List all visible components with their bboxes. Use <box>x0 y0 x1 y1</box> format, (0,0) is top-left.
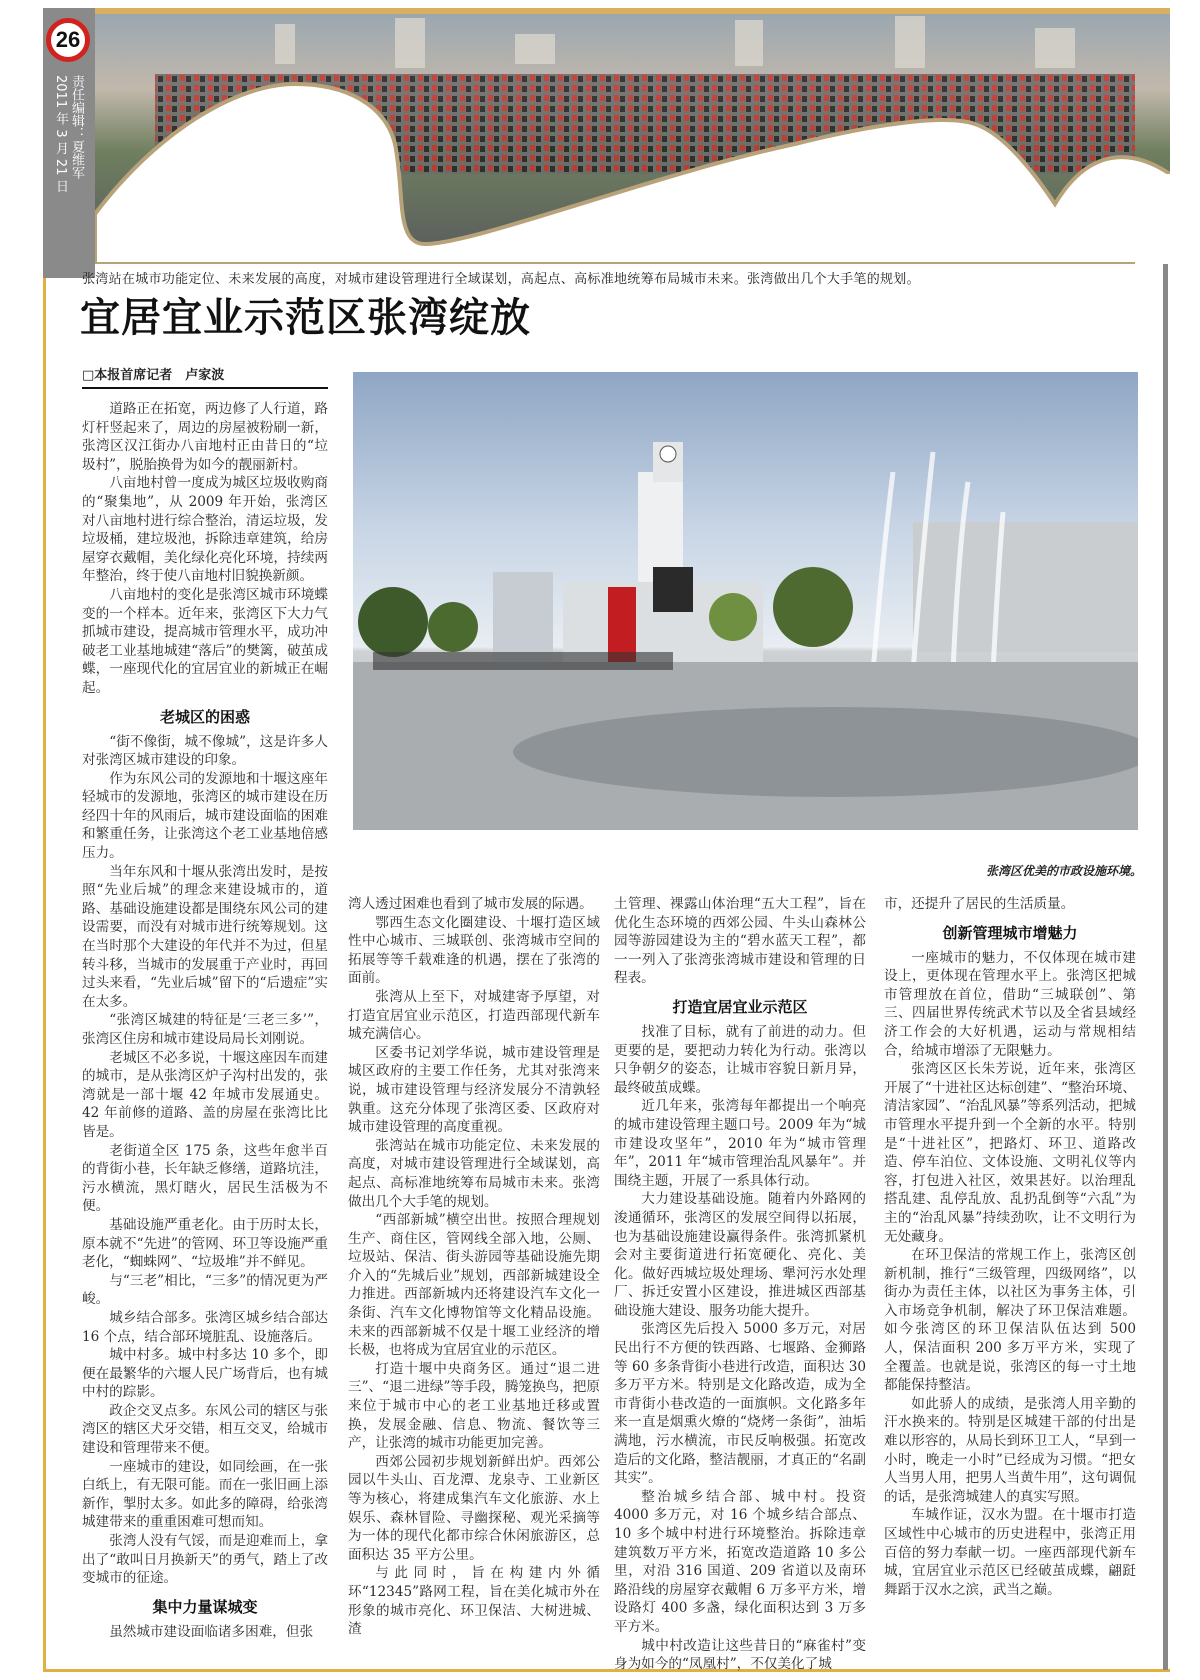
paragraph: 虽然城市建设面临诸多困难，但张 <box>109 1623 314 1640</box>
paragraph: 道路正在拓宽，两边修了人行道，路灯杆竖起来了，周边的房屋被粉刷一新，张湾区汉江街办八亩地村正由昔日的“垃圾村”，脱胎换骨为如今的靓丽新村。 <box>82 401 328 473</box>
article-deck: 张湾站在城市功能定位、未来发展的高度，对城市建设管理进行全域谋划，高起点、高标准地统筹布局城市未来。张湾做出几个大手笔的规划。 <box>82 272 920 287</box>
paragraph: 张湾人没有气馁，而是迎难而上，拿出了“敢叫日月换新天”的勇气，踏上了改变城市的征途。 <box>82 1533 328 1587</box>
paragraph: “张湾区城建的特征是‘三老三多’”，张湾区住房和城市建设局局长刘刚说。 <box>82 1012 328 1047</box>
issue-date: 2011 年 3 月 21 日 <box>53 75 68 193</box>
paragraph: 近几年来，张湾每年都提出一个响亮的城市建设管理主题口号。2009 年为“城市建设攻坚年”，2010 年为“城市管理年”，2011 年“城市管理治乱风暴年”。并围绕主题，开展了一系具体行动。 <box>614 1098 866 1189</box>
paragraph: 张湾站在城市功能定位、未来发展的高度，对城市建设管理进行全域谋划，高起点、高标准地统筹布局城市未来。张湾做出几个大手笔的规划。 <box>348 1137 600 1210</box>
paragraph: 车城作证，汉水为盟。在十堰市打造区域性中心城市的历史进程中，张湾正用百倍的努力奉献一切。一座西部现代新车城，宜居宜业示范区已经破茧成蝶，翩跹舞蹈于汉水之滨，武当之巅。 <box>884 1507 1136 1598</box>
article-column-3 <box>614 895 866 1674</box>
paragraph: 一座城市的建设，如同绘画，在一张白纸上，有无限可能。而在一张旧画上添新作，掣肘太多。如此多的障碍，给张湾城建带来的重重困难可想而知。 <box>82 1458 328 1531</box>
paragraph: 西郊公园初步规划新鲜出炉。西郊公园以牛头山、百龙潭、龙泉寺、工业新区等为核心，将建成集汽车文化旅游、水上娱乐、森林冒险、寻幽探秘、观光采摘等为一体的现代化都市综合休闲旅游区，总面积达 35 平方公里。 <box>348 1453 600 1563</box>
header-photo-city-trucks <box>95 14 1170 264</box>
paragraph: “街不像街，城不像城”，这是许多人对张湾区城市建设的印象。 <box>82 733 328 769</box>
right-rule <box>1163 190 1168 1670</box>
editor-credit: 责任编辑：夏维军 <box>69 75 84 179</box>
paragraph: 基础设施严重老化。由于历时太长，原本就不“先进”的管网、环卫等设施严重老化，“蜘蛛网”、“垃圾堆”并不鲜见。 <box>82 1216 328 1271</box>
paragraph: 城乡结合部多。张湾区城乡结合部达 16 个点，结合部环境脏乱、设施落后。 <box>82 1309 328 1345</box>
paragraph: 打造十堰中央商务区。通过“退二进三”、“退二进绿”等手段，腾笼换鸟，把原来位于城市中心的老工业基地迁移或置换，发展金融、信息、物流、餐饮等三产，让张湾的城市功能更加完善。 <box>348 1360 600 1452</box>
paragraph: 老街道全区 175 条，这些年愈半百的背街小巷，长年缺乏修缮，道路坑洼，污水横流，黑灯瞎火，居民生活极为不便。 <box>82 1142 328 1215</box>
paragraph: 八亩地村曾一度成为城区垃圾收购商的“聚集地”，从 2009 年开始，张湾区对八亩地村进行综合整治，清运垃圾，发垃圾桶，建垃圾池，拆除违章建筑，给房屋穿衣戴帽，美化绿化亮化环境，持续两年整治，终于使八亩地村旧貌换新颜。 <box>82 475 328 585</box>
paragraph: 区委书记刘学华说，城市建设管理是城区政府的主要工作任务，尤其对张湾来说，城市建设管理与经济发展分不清孰轻孰重。这充分体现了张湾区委、区政府对城市建设管理的高度重视。 <box>348 1044 600 1136</box>
paragraph: “西部新城”横空出世。按照合理规划生产、商住区，管网线全部入地，公厕、垃圾站、保洁、街头游园等基础设施先期介入的“先城后业”规划，西部新城建设全力推进。西部新城内还将建设汽车文化一条街、汽车文化博物馆等文化精品设施。未来的西部新城不仅是十堰工业经济的增长极，也将成为宜居宜业的示范区。 <box>348 1212 600 1359</box>
paragraph: 八亩地村的变化是张湾区城市环境蝶变的一个样本。近年来，张湾区下大力气抓城市建设，提高城市管理水平，成功冲破老工业基地城建“落后”的樊篱，破茧成蝶，一座现代化的宜居宜业的新城正在崛起。 <box>82 586 328 696</box>
paragraph: 与此同时，旨在构建内外循环“12345”路网工程，旨在美化城市外在形象的城市亮化、环卫保洁、大树进城、渣 <box>348 1565 600 1638</box>
paragraph: 张湾从上至下，对城建寄予厚望，对打造宜居宜业示范区，打造西部现代新车城充满信心。 <box>348 988 600 1043</box>
paragraph: 作为东风公司的发源地和十堰这座年轻城市的发源地，张湾区的城市建设在历经四十年的风雨后，城市建设面临的困难和繁重任务，让张湾这个老工业基地倍感压力。 <box>82 770 328 862</box>
section-heading: 集中力量谋城变 <box>152 1597 258 1616</box>
paragraph: 当年东风和十堰从张湾出发时，是按照“先业后城”的理念来建设城市的，道路、基础设施建设都是围绕东风公司的建设需要，而没有对城市进行统筹规划。这在当时那个大建设的年代并不为过，但星转斗移，当城市的发展重于产业时，再回过头来看，“先业后城”留下的“后遗症”实在太多。 <box>82 863 328 1010</box>
page-number-badge: 26 <box>46 18 90 62</box>
paragraph: 市，还提升了居民的生活质量。 <box>884 896 1075 912</box>
paragraph: 土管理、裸露山体治理“五大工程”，旨在优化生态环境的西郊公园、牛头山森林公园等游园建设为主的“碧水蓝天工程”，都一一列入了张湾张湾城市建设和管理的日程表。 <box>614 896 866 987</box>
paragraph: 一座城市的魅力，不仅体现在城市建设上，更体现在管理水平上。张湾区把城市管理放在首位，借助“三城联创”、第三、四届世界传统武术节以及全省县域经济工作会的大好机遇，运动与常规相结合，给城市增添了无限魅力。 <box>884 949 1136 1059</box>
section-heading: 创新管理城市增魅力 <box>942 923 1078 942</box>
paragraph: 如此骄人的成绩，是张湾人用辛勤的汗水换来的。特别是区城建干部的付出是难以形容的，从局长到环卫工人，“早到一小时，晚走一小时”已经成为习惯。“把女人当男人用，把男人当黄牛用”，这句调侃的话，是张湾城建人的真实写照。 <box>884 1395 1136 1505</box>
article-column-4 <box>884 895 1136 1599</box>
editor-date-vertical <box>52 75 84 193</box>
paragraph: 城中村多。城中村多达 10 多个，即便在最繁华的六堰人民广场背后，也有城中村的踪影。 <box>82 1347 328 1401</box>
paragraph: 张湾区先后投入 5000 多万元，对居民出行不方便的铁西路、七堰路、金狮路等 60 多条背街小巷进行改造，面积达 30 多万平方米。特别是文化路改造，成为全市背街小巷改造的一面旗帜。文化路多年来一直是烟熏火燎的“烧烤一条街”，油垢满地，污水横流，市民反响极强。拓宽改造后的文化路，整洁靓丽，才真正的“名副其实”。 <box>614 1321 866 1487</box>
section-heading: 打造宜居宜业示范区 <box>672 997 808 1016</box>
paragraph: 整治城乡结合部、城中村。投资 4000 多万元，对 16 个城乡结合部点、10 多个城中村进行环境整治。拆除违章建筑数万平方米，拓宽改造道路 10 多公里，对沿 316 国道、209 省道以及南环路沿线的房屋穿衣戴帽 6 万多平方米，增设路灯 400 多盏，绿化面积达到 3 万多平方米。 <box>614 1488 866 1635</box>
plaza-fountain-photo <box>353 372 1138 830</box>
paragraph: 在环卫保洁的常规工作上，张湾区创新机制，推行“三级管理，四级网络”，以街办为责任主体，以社区为事务主体，引入市场竞争机制，解决了环卫保洁难题。如今张湾区的环卫保洁队伍达到 500 人，保洁面积 200 多万平方米，实现了全覆盖。也就是说，张湾区的每一寸土地都能保持整洁。 <box>884 1247 1136 1394</box>
paragraph: 湾人透过困难也看到了城市发展的际遇。 <box>348 896 593 912</box>
paragraph: 老城区不必多说，十堰这座因车而建的城市，是从张湾区炉子沟村出发的，张湾就是一部十堰 42 年城市发展通史。42 年前修的道路、盖的房屋在张湾比比皆是。 <box>82 1049 328 1140</box>
paragraph: 找准了目标，就有了前进的动力。但更要的是，要把动力转化为行动。张湾以只争朝夕的姿态，让城市容貌日新月异，最终破茧成蝶。 <box>614 1023 866 1096</box>
article-headline: 宜居宜业示范区张湾绽放 <box>80 294 531 341</box>
paragraph: 政企交叉点多。东风公司的辖区与张湾区的辖区犬牙交错，相互交叉，给城市建设和管理带来不便。 <box>82 1402 328 1457</box>
paragraph: 城中村改造让这些昔日的“麻雀村”变身为如今的“凤凰村”，不仅美化了城 <box>614 1637 866 1673</box>
paragraph: 张湾区区长朱芳说，近年来，张湾区开展了“十进社区达标创建”、“整治环境、清洁家园”、“治乱风暴”等系列活动，把城市管理水平提升到一个全新的水平。特别是“十进社区”，把路灯、环卫、道路改造、停车泊位、文体设施、文明礼仪等内容，打包进入社区，效果甚好。以治理乱搭乱建、乱停乱放、乱扔乱倒等“六乱”为主的“治乱风暴”持续劲吹，让不文明行为无处藏身。 <box>884 1061 1136 1245</box>
paragraph: 鄂西生态文化圈建设、十堰打造区域性中心城市、三城联创、张湾城市空间的拓展等等千载难逢的机遇，摆在了张湾的面前。 <box>348 914 600 987</box>
paragraph: 大力建设基础设施。随着内外路网的浚通循环，张湾区的发展空间得以拓展，也为基础设施建设赢得条件。张湾抓紧机会对主要街道进行拓宽硬化、亮化、美化。做好西城垃圾处理场、犟河污水处理厂、拆迁安置小区建设，推进城区西部基础设施大建设、服务功能大提升。 <box>614 1191 866 1319</box>
article-byline: □本报首席记者 卢家波 <box>82 364 328 389</box>
article-column-1 <box>82 400 328 1641</box>
photo-caption: 张湾区优美的市政设施环境。 <box>985 864 1142 878</box>
paragraph: 与“三老”相比，“三多”的情况更为严峻。 <box>82 1272 328 1308</box>
article-column-2 <box>348 895 600 1639</box>
section-heading: 老城区的困惑 <box>159 707 250 726</box>
